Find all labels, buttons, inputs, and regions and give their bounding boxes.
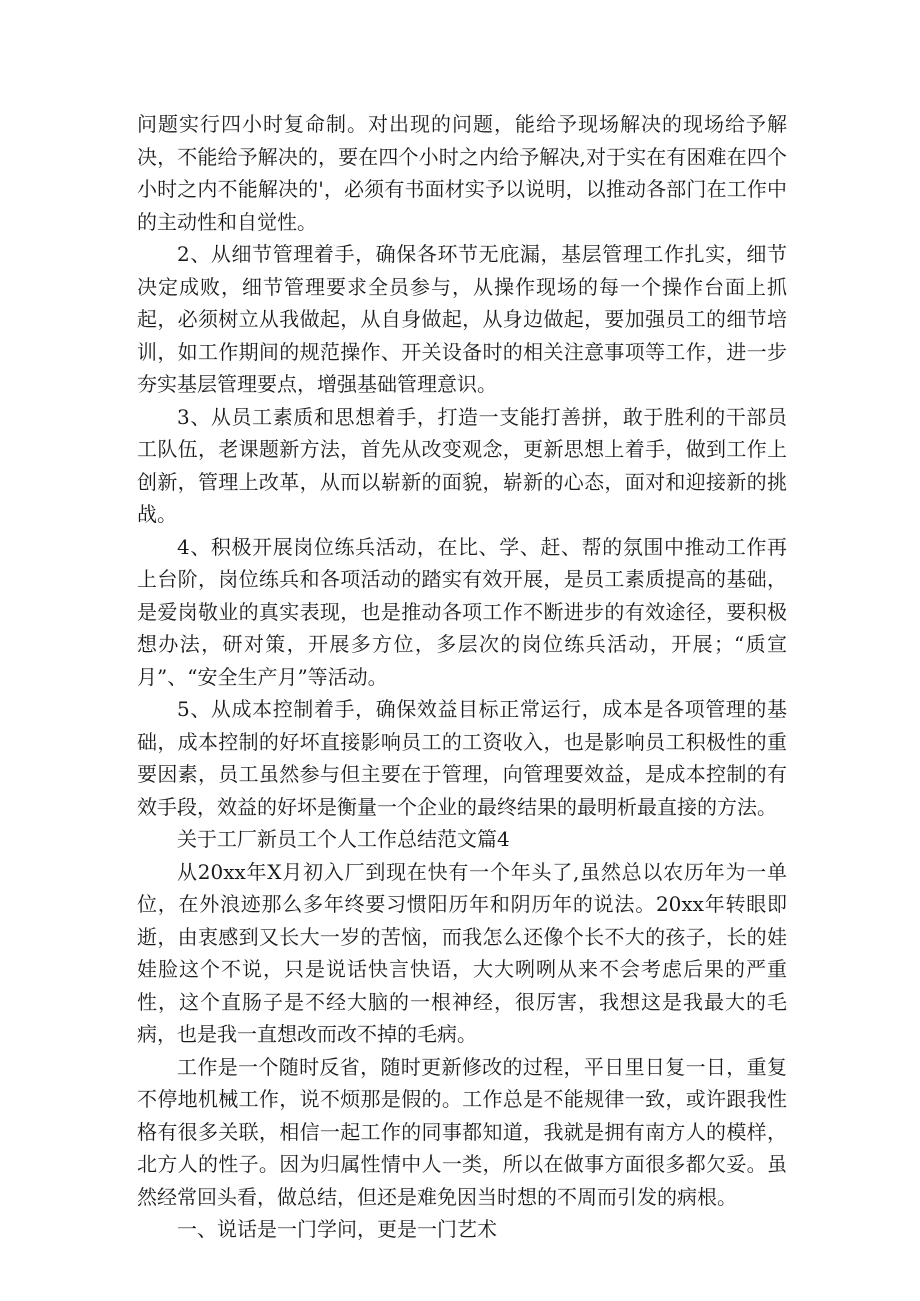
paragraph-4: 4、积极开展岗位练兵活动，在比、学、赶、帮的氛围中推动工作再上台阶，岗位练兵和各项活动的踏实有效开展，是员工素质提高的基础，是爱岗敬业的真实表现，也是推动各项工作不断进步的有效途径，要积极想办法，研对策，开展多方位，多层次的岗位练兵活动，开展；“质宣月”、“安全生产月”等活动。: [137, 534, 787, 689]
paragraph-2: 2、从细节管理着手，确保各环节无庇漏，基层管理工作扎实，细节决定成败，细节管理要求全员参与，从操作现场的每一个操作台面上抓起，必须树立从我做起，从自身做起，从身边做起，要加强员工的细节培训，如工作期间的规范操作、开关设备时的相关注意事项等工作，进一步夯实基层管理要点，增强基础管理意识。: [137, 242, 787, 396]
document-body: [137, 108, 787, 1246]
paragraph-3: 3、从员工素质和思想着手，打造一支能打善拼，敢于胜利的干部员工队伍，老课题新方法，首先从改变观念，更新思想上着手，做到工作上创新，管理上改革，从而以崭新的面貌，崭新的心态，面对和迎接新的挑战。: [137, 404, 787, 526]
section-heading-article-4: 关于工厂新员工个人工作总结范文篇4: [177, 827, 510, 851]
paragraph-5: 5、从成本控制着手，确保效益目标正常运行，成本是各项管理的基础，成本控制的好坏直接影响员工的工资收入，也是影响员工积极性的重要因素，员工虽然参与但主要在于管理，向管理要效益，是成本控制的有效手段，效益的好坏是衡量一个企业的最终结果的最明析最直接的方法。: [137, 697, 787, 819]
section-heading-speech: 一、说话是一门学问，更是一门艺术: [177, 1217, 497, 1241]
paragraph-7: 工作是一个随时反省，随时更新修改的过程，平日里日复一日，重复不停地机械工作，说不烦那是假的。工作总是不能规律一致，或许跟我性格有很多关联，相信一起工作的同事都知道，我就是拥有南方人的模样，北方人的性子。因为归属性情中人一类，所以在做事方面很多都欠妥。虽然经常回头看，做总结，但还是难免因当时想的不周而引发的病根。: [137, 1054, 787, 1209]
paragraph-6: 从20xx年X月初入厂到现在快有一个年头了,虽然总以农历年为一单位，在外浪迹那么多年终要习惯阳历年和阴历年的说法。20xx年转眼即逝，由衷感到又长大一岁的苦恼，而我怎么还像个长不大的孩子，长的娃娃脸这个不说，只是说话快言快语，大大咧咧从来不会考虑后果的严重性，这个直肠子是不经大脑的一根神经，很厉害，我想这是我最大的毛病，也是我一直想改而改不掉的毛病。: [137, 859, 787, 1046]
paragraph-1: 问题实行四小时复命制。对出现的问题，能给予现场解决的现场给予解决，不能给予解决的，要在四个小时之内给予解决,对于实在有困难在四个小时之内不能解决的'，必须有书面材实予以说明，以推动各部门在工作中的主动性和自觉性。: [137, 112, 787, 234]
